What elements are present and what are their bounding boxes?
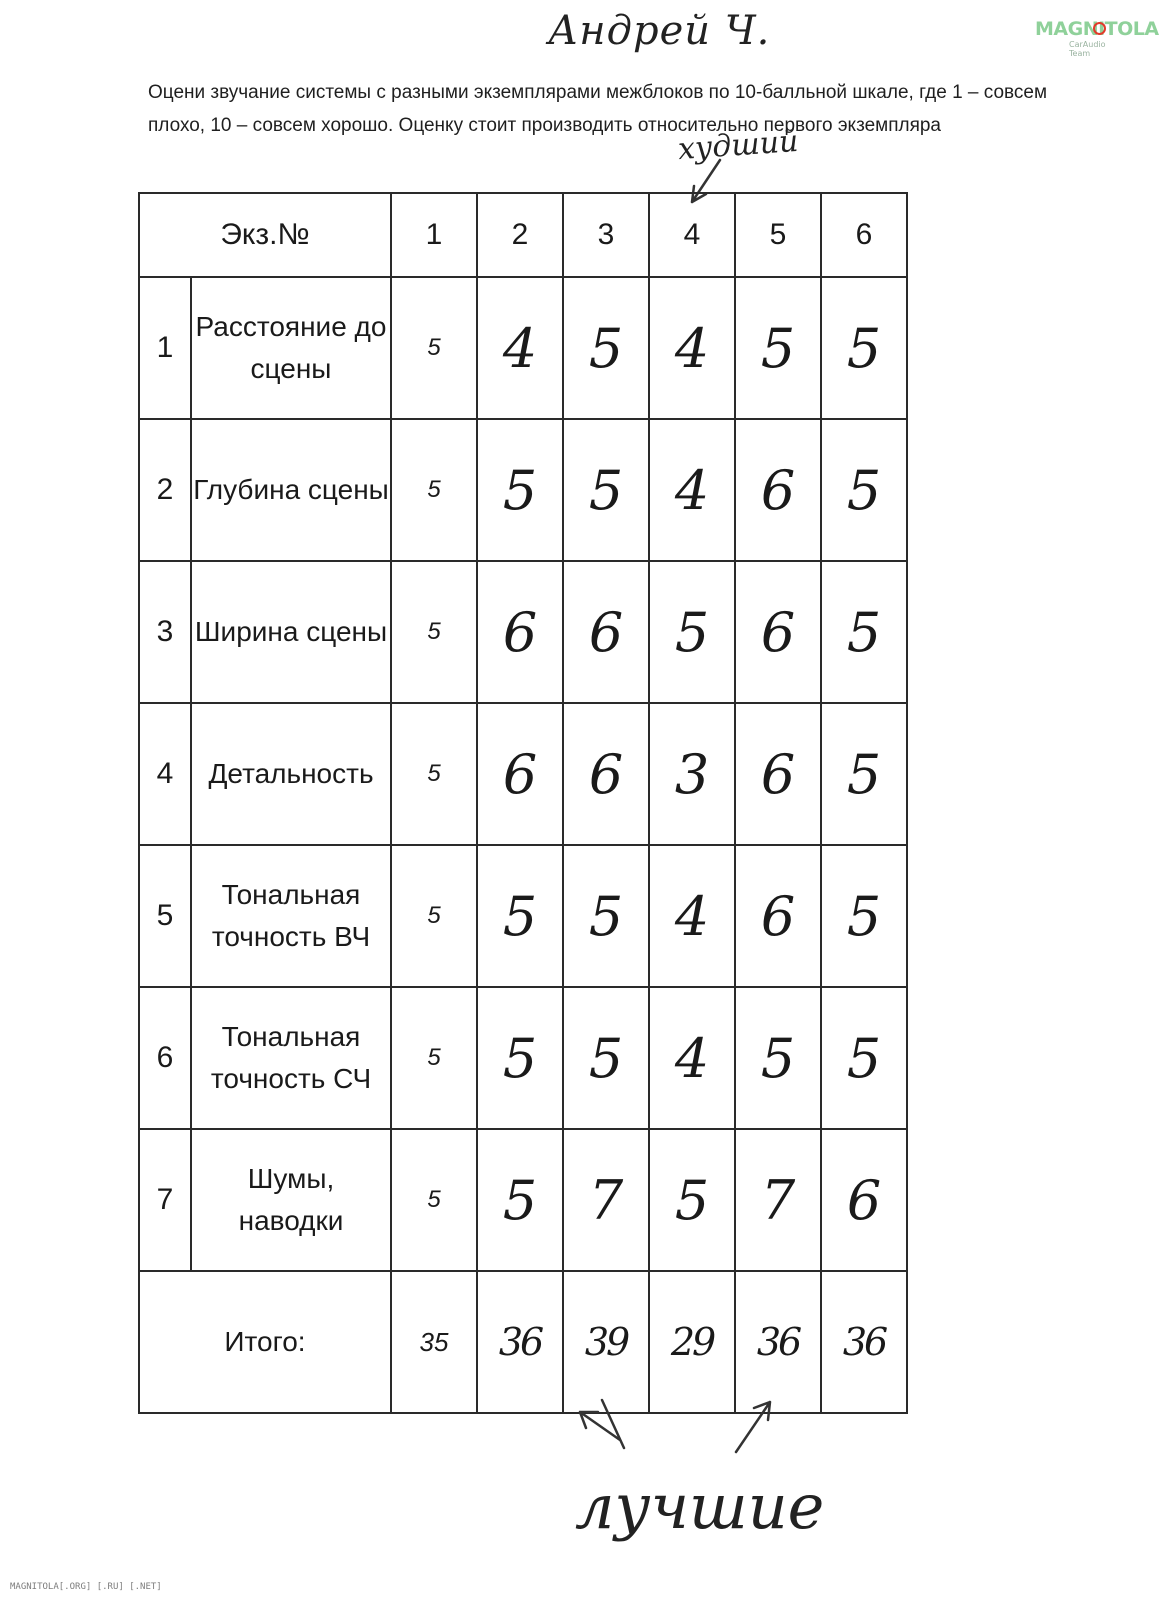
score-cell: 5 xyxy=(477,419,563,561)
score-cell: 4 xyxy=(477,277,563,419)
score-cell: 4 xyxy=(649,277,735,419)
table-row xyxy=(139,845,907,987)
criterion-label: Глубина сцены xyxy=(191,419,391,561)
total-reference: 35 xyxy=(391,1271,477,1413)
score-cell: 6 xyxy=(735,703,821,845)
row-number: 3 xyxy=(139,561,191,703)
reference-score: 5 xyxy=(391,703,477,845)
score-cell: 6 xyxy=(735,561,821,703)
row-number: 1 xyxy=(139,277,191,419)
score-cell: 6 xyxy=(735,419,821,561)
worse-note: худший xyxy=(676,123,800,168)
criterion-label: Ширина сцены xyxy=(191,561,391,703)
logo-sub-text: CarAudio Team xyxy=(1069,40,1106,58)
total-row xyxy=(139,1271,907,1413)
column-header: 6 xyxy=(821,193,907,277)
table-row xyxy=(139,987,907,1129)
score-cell: 5 xyxy=(821,561,907,703)
arrow-up-icon xyxy=(718,1396,788,1456)
total-cell: 36 xyxy=(477,1271,563,1413)
signature: Андрей Ч. xyxy=(548,8,771,54)
score-cell: 6 xyxy=(821,1129,907,1271)
score-cell: 7 xyxy=(735,1129,821,1271)
instructions-text: Оцени звучание системы с разными экземплярами межблоков по 10-балльной шкале, где 1 – совсем плохо, 10 – совсем хорошо. Оценку стоит производить относительно первого экземпляра xyxy=(148,82,1048,136)
score-cell: 5 xyxy=(649,561,735,703)
score-cell: 5 xyxy=(563,419,649,561)
reference-score: 5 xyxy=(391,277,477,419)
score-table xyxy=(138,192,908,1414)
column-header: 3 xyxy=(563,193,649,277)
criterion-label: Тональная точность СЧ xyxy=(191,987,391,1129)
row-number: 7 xyxy=(139,1129,191,1271)
score-cell: 5 xyxy=(477,1129,563,1271)
score-cell: 5 xyxy=(735,987,821,1129)
score-cell: 6 xyxy=(477,703,563,845)
score-cell: 5 xyxy=(477,987,563,1129)
table-row xyxy=(139,277,907,419)
score-cell: 5 xyxy=(649,1129,735,1271)
reference-score: 5 xyxy=(391,845,477,987)
table-row xyxy=(139,419,907,561)
table-row xyxy=(139,561,907,703)
total-cell: 39 xyxy=(563,1271,649,1413)
total-label: Итого: xyxy=(139,1271,391,1413)
score-cell: 5 xyxy=(563,987,649,1129)
score-cell: 3 xyxy=(649,703,735,845)
reference-score: 5 xyxy=(391,1129,477,1271)
score-cell: 6 xyxy=(563,703,649,845)
score-cell: 5 xyxy=(735,277,821,419)
reference-score: 5 xyxy=(391,419,477,561)
score-cell: 5 xyxy=(821,703,907,845)
score-cell: 7 xyxy=(563,1129,649,1271)
logo-main-text: MAGNITOLA xyxy=(1035,18,1159,40)
column-header: 4 xyxy=(649,193,735,277)
total-cell: 36 xyxy=(735,1271,821,1413)
total-cell: 36 xyxy=(821,1271,907,1413)
score-cell: 5 xyxy=(477,845,563,987)
total-cell: 29 xyxy=(649,1271,735,1413)
column-header: 1 xyxy=(391,193,477,277)
arrow-up-icon xyxy=(572,1392,642,1452)
score-cell: 6 xyxy=(477,561,563,703)
table-row xyxy=(139,703,907,845)
score-cell: 5 xyxy=(563,845,649,987)
score-cell: 4 xyxy=(649,845,735,987)
header-label: Экз.№ xyxy=(139,193,391,277)
row-number: 6 xyxy=(139,987,191,1129)
row-number: 2 xyxy=(139,419,191,561)
score-cell: 5 xyxy=(563,277,649,419)
column-header: 2 xyxy=(477,193,563,277)
score-cell: 5 xyxy=(821,419,907,561)
score-cell: 5 xyxy=(821,987,907,1129)
footer-watermark: MAGNITOLA[.ORG] [.RU] [.NET] xyxy=(10,1582,162,1592)
criterion-label: Расстояние до сцены xyxy=(191,277,391,419)
column-header: 5 xyxy=(735,193,821,277)
criterion-label: Детальность xyxy=(191,703,391,845)
score-cell: 6 xyxy=(735,845,821,987)
score-cell: 4 xyxy=(649,419,735,561)
criterion-label: Тональная точность ВЧ xyxy=(191,845,391,987)
better-note: лучшие xyxy=(575,1470,825,1543)
row-number: 5 xyxy=(139,845,191,987)
criterion-label: Шумы, наводки xyxy=(191,1129,391,1271)
score-cell: 4 xyxy=(649,987,735,1129)
score-cell: 6 xyxy=(563,561,649,703)
row-number: 4 xyxy=(139,703,191,845)
table-header-row xyxy=(139,193,907,277)
score-cell: 5 xyxy=(821,277,907,419)
logo-ring-icon xyxy=(1093,22,1106,35)
table-row xyxy=(139,1129,907,1271)
magnitola-logo xyxy=(1035,18,1159,58)
reference-score: 5 xyxy=(391,987,477,1129)
reference-score: 5 xyxy=(391,561,477,703)
score-cell: 5 xyxy=(821,845,907,987)
